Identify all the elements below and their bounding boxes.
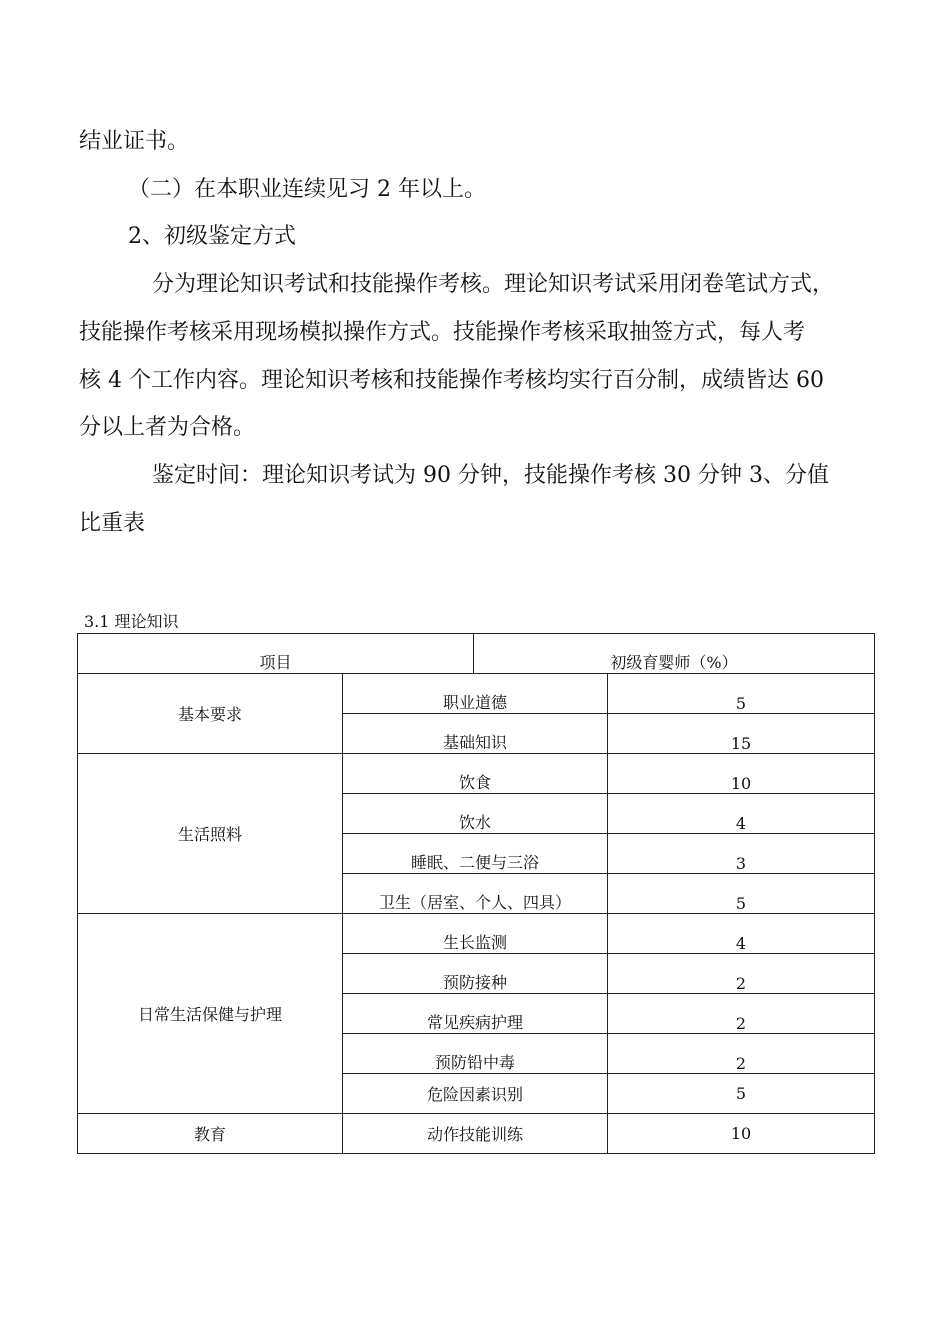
category-cell: 基本要求 [78,674,343,754]
value-cell: 5 [608,1074,875,1114]
item-cell: 动作技能训练 [343,1114,608,1154]
value-cell: 5 [608,674,875,714]
value-cell: 5 [608,874,875,914]
table-header-row [78,634,875,674]
table-row [78,754,875,794]
header-level: 初级育婴师（%） [474,634,875,674]
score-table [77,633,875,1154]
table-caption: 3.1 理论知识 [84,612,179,631]
category-cell: 教育 [78,1114,343,1154]
text-line-9: 比重表 [79,511,146,536]
item-cell: 常见疾病护理 [343,994,608,1034]
value-cell: 10 [608,1114,875,1154]
category-cell: 日常生活保健与护理 [78,914,343,1114]
item-cell: 职业道德 [343,674,608,714]
text-line-2: （二）在本职业连续见习 2 年以上。 [128,177,486,202]
item-cell: 基础知识 [343,714,608,754]
text-line-1: 结业证书。 [79,129,190,154]
value-cell: 2 [608,1034,875,1074]
text-line-5: 技能操作考核采用现场模拟操作方式。技能操作考核采取抽签方式，每人考 [79,320,806,345]
value-cell: 3 [608,834,875,874]
text-line-4: 分为理论知识考试和技能操作考核。理论知识考试采用闭卷笔试方式， [152,272,835,297]
section-heading: 2、初级鉴定方式 [128,224,296,249]
table-row [78,914,875,954]
table-row [78,1114,875,1154]
item-cell: 睡眠、二便与三浴 [343,834,608,874]
item-cell: 饮食 [343,754,608,794]
value-cell: 2 [608,994,875,1034]
value-cell: 2 [608,954,875,994]
item-cell: 生长监测 [343,914,608,954]
value-cell: 4 [608,794,875,834]
value-cell: 15 [608,714,875,754]
text-line-8: 鉴定时间：理论知识考试为 90 分钟，技能操作考核 30 分钟 3、分值 [152,463,829,488]
item-cell: 饮水 [343,794,608,834]
item-cell: 预防铅中毒 [343,1034,608,1074]
text-line-6: 核 4 个工作内容。理论知识考核和技能操作考核均实行百分制，成绩皆达 60 [79,368,824,393]
value-cell: 4 [608,914,875,954]
item-cell: 预防接种 [343,954,608,994]
item-cell: 卫生（居室、个人、四具） [343,874,608,914]
value-cell: 10 [608,754,875,794]
item-cell: 危险因素识别 [343,1074,608,1114]
table-row [78,674,875,714]
text-line-7: 分以上者为合格。 [79,415,256,440]
category-cell: 生活照料 [78,754,343,914]
header-item: 项目 [78,634,474,674]
